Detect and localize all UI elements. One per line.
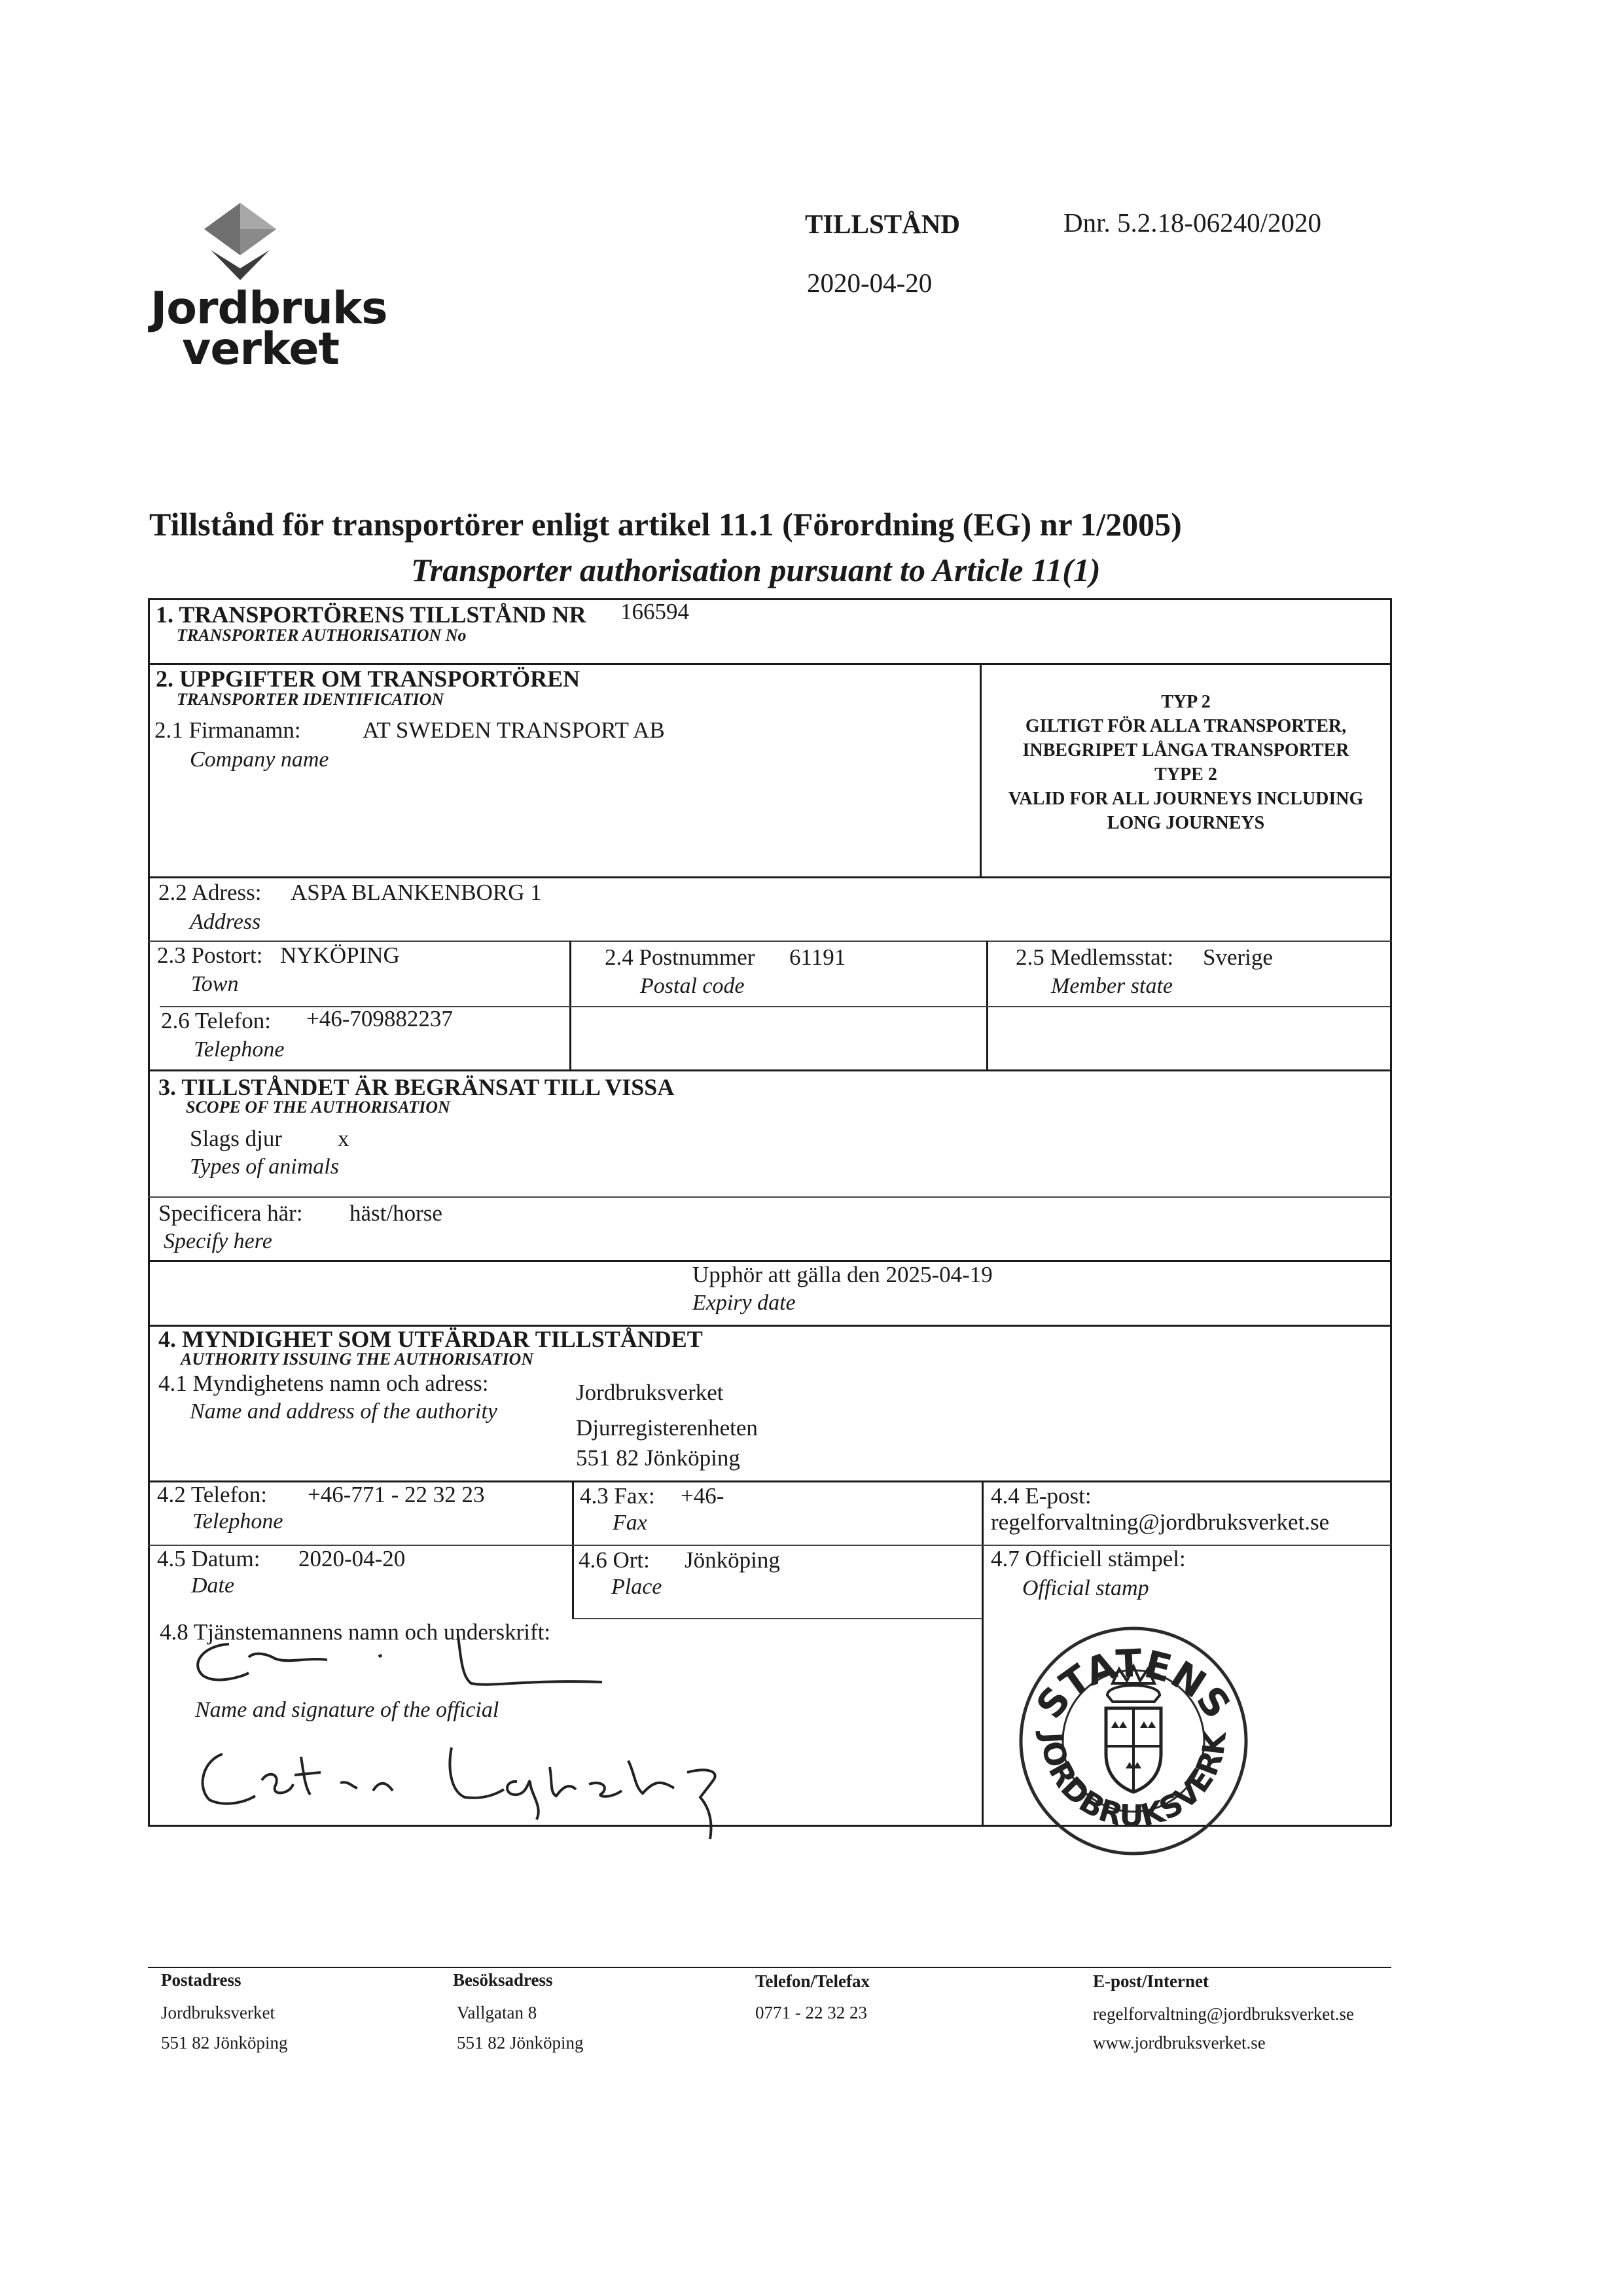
footer-post-line: 551 82 Jönköping: [161, 2033, 288, 2053]
authority-line: 551 82 Jönköping: [576, 1445, 740, 1471]
footer-post-line: Jordbruksverket: [161, 2003, 275, 2022]
section2-label: 2. UPPGIFTER OM TRANSPORTÖREN: [156, 666, 580, 692]
form-divider: [148, 598, 150, 1826]
ort-en: Place: [611, 1575, 662, 1599]
form-divider: [569, 941, 571, 1070]
stamp-top-text: STATENS: [1027, 1640, 1240, 1727]
form-divider: [986, 941, 988, 1070]
typ-line: INBEGRIPET LÅNGA TRANSPORTER: [1022, 740, 1349, 761]
medlemsstat-value: Sverige: [1203, 944, 1273, 970]
footer-visit-head: Besöksadress: [453, 1970, 553, 1990]
doc-type: TILLSTÅND: [805, 209, 960, 239]
postort-label: 2.3 Postort:: [157, 942, 263, 968]
djur-en: Types of animals: [190, 1155, 339, 1179]
section3-en: SCOPE OF THE AUTHORISATION: [186, 1098, 450, 1117]
telefon-en: Telephone: [194, 1037, 285, 1062]
medlemsstat-label: 2.5 Medlemsstat:: [1016, 944, 1174, 970]
form-divider: [982, 1480, 984, 1825]
page-title-en: Transporter authorisation pursuant to Article 11(1): [411, 552, 1101, 588]
footer-web-line: www.jordbruksverket.se: [1093, 2033, 1266, 2053]
typ-line: GILTIGT FÖR ALLA TRANSPORTER,: [1025, 716, 1347, 736]
diamond-logo-icon: [204, 203, 276, 281]
form-divider: [148, 1196, 1391, 1198]
authority-line: Djurregisterenheten: [576, 1415, 758, 1441]
expiry-label: Upphör att gälla den 2025-04-19: [692, 1262, 993, 1287]
official-en: Name and signature of the official: [195, 1698, 499, 1722]
fax-value: +46-: [681, 1483, 724, 1509]
expiry-en: Expiry date: [692, 1291, 796, 1315]
footer-web-head: E-post/Internet: [1093, 1971, 1209, 1991]
typ-line: VALID FOR ALL JOURNEYS INCLUDING: [1008, 789, 1364, 809]
section1-label: 1. TRANSPORTÖRENS TILLSTÅND NR: [156, 601, 586, 628]
djur-label: Slags djur: [190, 1126, 282, 1151]
footer-tel-head: Telefon/Telefax: [755, 1971, 870, 1991]
datum-en: Date: [191, 1573, 235, 1598]
section3-label: 3. TILLSTÅNDET ÄR BEGRÄNSAT TILL VISSA: [158, 1074, 675, 1100]
authorisation-number: 166594: [620, 599, 689, 624]
adress-en: Address: [190, 910, 261, 934]
stamp-bottom-text: JORDBRUKSVERK: [1034, 1729, 1234, 1834]
adress-label: 2.2 Adress:: [158, 880, 262, 905]
typ-line: TYPE 2: [1154, 764, 1217, 785]
logo-line1: Jordbruks: [151, 283, 387, 334]
spec-value: häst/horse: [349, 1200, 442, 1226]
header-date: 2020-04-20: [807, 268, 933, 298]
signature-icon: [177, 1741, 753, 1852]
telefon-label: 2.6 Telefon:: [161, 1008, 271, 1033]
stamp-label: 4.7 Officiell stämpel:: [991, 1546, 1186, 1571]
ort-label: 4.6 Ort:: [579, 1547, 650, 1573]
footer-visit-line: 551 82 Jönköping: [457, 2033, 584, 2053]
authority-telefon-en: Telephone: [192, 1509, 283, 1534]
official-stamp-icon: [1003, 1604, 1264, 1865]
logo: [151, 203, 387, 375]
djur-value: x: [338, 1126, 349, 1151]
authority-line: Jordbruksverket: [576, 1380, 724, 1405]
spec-label: Specificera här:: [158, 1200, 303, 1226]
fax-en: Fax: [613, 1511, 647, 1535]
signature-icon: [183, 1631, 641, 1723]
spec-en: Specify here: [164, 1229, 272, 1253]
telefon-value: +46-709882237: [306, 1006, 453, 1031]
form-divider: [572, 1480, 574, 1619]
form-divider: [573, 1618, 982, 1619]
firmanamn-label: 2.1 Firmanamn:: [154, 717, 301, 743]
authority-telefon-label: 4.2 Telefon:: [157, 1482, 267, 1507]
form-divider: [1390, 598, 1392, 1826]
type-2-box: [982, 690, 1390, 835]
adress-value: ASPA BLANKENBORG 1: [291, 880, 542, 905]
firmanamn-value: AT SWEDEN TRANSPORT AB: [363, 717, 665, 743]
section4-label: 4. MYNDIGHET SOM UTFÄRDAR TILLSTÅNDET: [158, 1326, 703, 1352]
form-divider: [148, 876, 1391, 878]
epost-label: 4.4 E-post:: [991, 1483, 1092, 1509]
footer-post-head: Postadress: [161, 1970, 241, 1990]
footer-tel-line: 0771 - 22 32 23: [755, 2003, 867, 2022]
section1-en: TRANSPORTER AUTHORISATION No: [177, 626, 467, 645]
footer-web-line: regelforvaltning@jordbruksverket.se: [1093, 2004, 1354, 2024]
ort-value: Jönköping: [685, 1547, 780, 1573]
firmanamn-en: Company name: [190, 747, 329, 772]
official-label: 4.8 Tjänstemannens namn och underskrift:: [160, 1619, 551, 1645]
section4-en: AUTHORITY ISSUING THE AUTHORISATION: [181, 1350, 534, 1369]
form-divider: [148, 941, 1391, 942]
postort-en: Town: [191, 972, 239, 996]
datum-label: 4.5 Datum:: [157, 1546, 260, 1571]
epost-value: regelforvaltning@jordbruksverket.se: [991, 1509, 1330, 1535]
fax-label: 4.3 Fax:: [580, 1483, 655, 1509]
postnummer-value: 61191: [789, 944, 846, 970]
form-divider: [148, 1069, 1391, 1071]
typ-line: LONG JOURNEYS: [1107, 813, 1265, 833]
medlemsstat-en: Member state: [1051, 974, 1173, 998]
section2-en: TRANSPORTER IDENTIFICATION: [177, 690, 444, 709]
form-divider: [148, 598, 1391, 600]
authority-name-en: Name and address of the authority: [190, 1399, 497, 1424]
page-title: Tillstånd för transportörer enligt artikel 11.1 (Förordning (EG) nr 1/2005): [149, 506, 1182, 543]
stamp-en: Official stamp: [1022, 1576, 1149, 1600]
postnummer-en: Postal code: [640, 974, 745, 998]
postnummer-label: 2.4 Postnummer: [605, 944, 755, 970]
footer-visit-line: Vallgatan 8: [457, 2003, 537, 2022]
postort-value: NYKÖPING: [280, 942, 400, 968]
footer-divider: [148, 1967, 1391, 1968]
datum-value: 2020-04-20: [298, 1546, 406, 1571]
typ-line: TYP 2: [1161, 692, 1211, 712]
logo-line2: verket: [182, 323, 340, 375]
authority-name-label: 4.1 Myndighetens namn och adress:: [158, 1371, 489, 1396]
authority-telefon-value: +46-771 - 22 32 23: [308, 1482, 485, 1507]
dnr: Dnr. 5.2.18-06240/2020: [1063, 207, 1322, 238]
